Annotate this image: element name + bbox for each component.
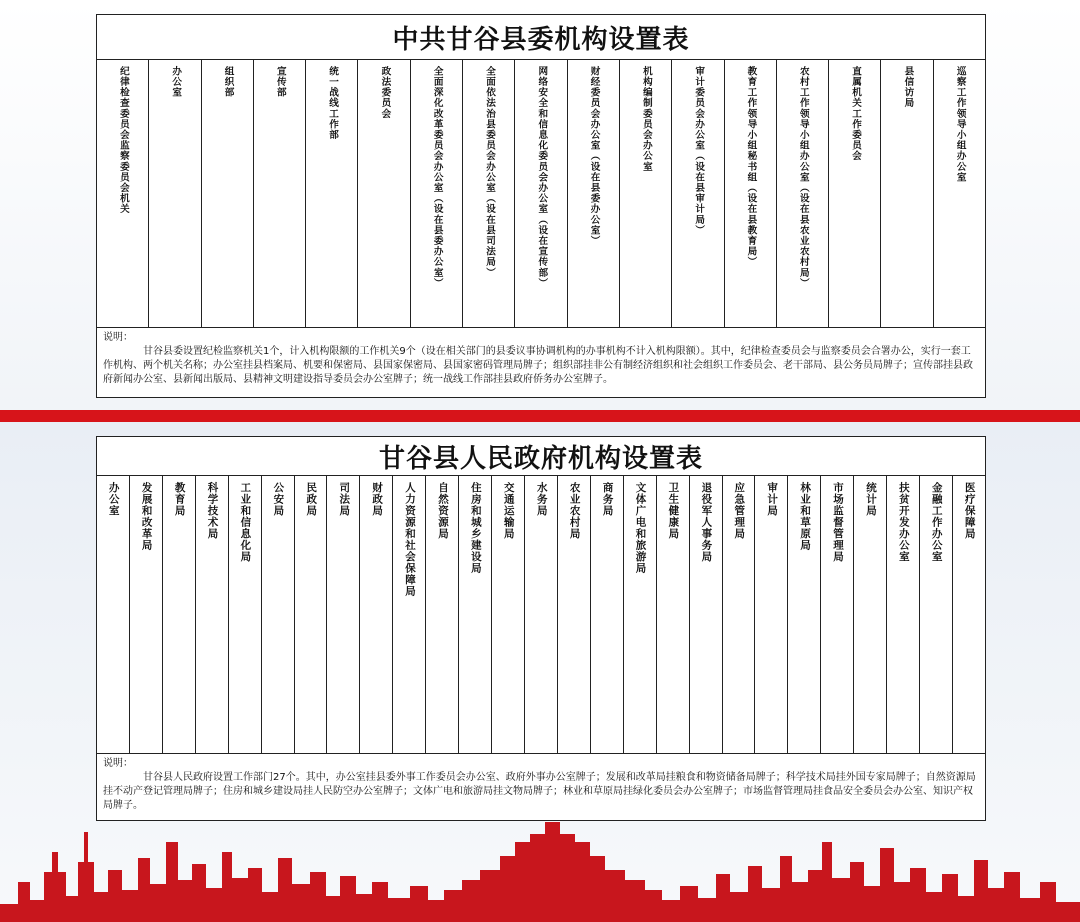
gov-table-column-label: 市场监督管理局 bbox=[832, 482, 845, 563]
gov-table-column bbox=[657, 476, 690, 753]
party-table-column bbox=[306, 60, 358, 327]
gov-table-column bbox=[130, 476, 163, 753]
gov-table-column bbox=[327, 476, 360, 753]
gov-table-column bbox=[624, 476, 657, 753]
party-table-column-label: 政法委员会 bbox=[379, 66, 391, 119]
gov-table-column bbox=[393, 476, 426, 753]
gov-table-column-label: 统计局 bbox=[864, 482, 877, 517]
gov-table-note bbox=[97, 754, 985, 813]
gov-table-column-label: 住房和城乡建设局 bbox=[469, 482, 482, 574]
gov-table-title: 甘谷县人民政府机构设置表 bbox=[378, 443, 703, 474]
party-table-column bbox=[881, 60, 933, 327]
gov-table-column bbox=[492, 476, 525, 753]
gov-table-column bbox=[459, 476, 492, 753]
party-table-note bbox=[97, 328, 985, 387]
gov-table-column-label: 人力资源和社会保障局 bbox=[404, 482, 417, 597]
gov-table-column-label: 扶贫开发办公室 bbox=[897, 482, 910, 563]
gov-table-column-label: 财政局 bbox=[371, 482, 384, 517]
gov-table-column-label: 农业农村局 bbox=[568, 482, 581, 540]
party-table-column bbox=[254, 60, 306, 327]
gov-table-column bbox=[953, 476, 985, 753]
party-table-column bbox=[202, 60, 254, 327]
party-table-column-label: 财经委员会办公室（设在县委办公室） bbox=[588, 66, 600, 247]
gov-table-column-label: 发展和改革局 bbox=[140, 482, 153, 551]
party-table-column bbox=[777, 60, 829, 327]
gov-table-column-label: 医疗保障局 bbox=[963, 482, 976, 540]
gov-table-column-label: 水务局 bbox=[535, 482, 548, 517]
gov-table-column bbox=[97, 476, 130, 753]
gov-table-column bbox=[360, 476, 393, 753]
gov-note-label: 说明： bbox=[103, 758, 133, 769]
red-divider-band bbox=[0, 410, 1080, 422]
party-table-column-label: 全面深化改革委员会办公室（设在县委办公室） bbox=[431, 66, 443, 289]
gov-table-column-label: 金融工作办公室 bbox=[930, 482, 943, 563]
party-committee-table bbox=[96, 14, 986, 398]
party-table-column-label: 教育工作领导小组秘书组（设在县教育局） bbox=[745, 66, 757, 268]
party-table-column bbox=[149, 60, 201, 327]
party-table-column-label: 直属机关工作委员会 bbox=[850, 66, 862, 162]
gov-table-column-label: 司法局 bbox=[338, 482, 351, 517]
gov-table-column-label: 工业和信息化局 bbox=[239, 482, 252, 563]
party-table-column bbox=[620, 60, 672, 327]
gov-table-column-label: 文体广电和旅游局 bbox=[634, 482, 647, 574]
gov-table-column-label: 退役军人事务局 bbox=[700, 482, 713, 563]
gov-table-column-label: 林业和草原局 bbox=[799, 482, 812, 551]
gov-table-column bbox=[558, 476, 591, 753]
party-table-column-label: 纪律检查委员会监察委员会机关 bbox=[117, 66, 129, 215]
party-table-column-label: 全面依法治县委员会办公室（设在县司法局） bbox=[484, 66, 495, 278]
gov-table-column bbox=[854, 476, 887, 753]
party-table-column-label: 宣传部 bbox=[274, 66, 286, 98]
gov-table-column bbox=[262, 476, 295, 753]
party-table-column bbox=[934, 60, 985, 327]
gov-table-column-label: 交通运输局 bbox=[502, 482, 515, 540]
gov-table-column-label: 审计局 bbox=[766, 482, 779, 517]
party-table-column bbox=[568, 60, 620, 327]
party-table-columns bbox=[97, 59, 985, 328]
gov-table-column bbox=[591, 476, 624, 753]
gov-table-column-label: 商务局 bbox=[601, 482, 614, 517]
gov-table-column bbox=[821, 476, 854, 753]
party-table-column-label: 组织部 bbox=[222, 66, 234, 98]
party-note-text: 甘谷县委设置纪检监察机关1个，计入机构限额的工作机关9个（设在相关部门的县委议事协调机构的办事机构不计入机构限额）。其中，纪律检查委员会与监察委员会合署办公，实行一套工作机构、两个机关名称；办公室挂县档案局、机要和保密局、县国家保密局、县国家密码管理局牌子；组织部挂非公有制经济组织和社会组织工作委员会、老干部局、县公务员局牌子；宣传部挂县政府新闻办公室、县新闻出版局、县精神文明建设指导委员会办公室牌子；统一战线工作部挂县政府侨务办公室牌子。 bbox=[103, 346, 973, 385]
gov-table-column bbox=[163, 476, 196, 753]
gov-table-column-label: 民政局 bbox=[305, 482, 318, 517]
gov-table-column bbox=[525, 476, 558, 753]
party-table-column-label: 农村工作领导小组办公室（设在县农业农村局） bbox=[797, 66, 809, 289]
gov-table-column-label: 自然资源局 bbox=[436, 482, 449, 540]
party-table-column-label: 机构编制委员会办公室 bbox=[640, 66, 652, 172]
gov-table-column bbox=[229, 476, 262, 753]
gov-table-column bbox=[426, 476, 459, 753]
government-table bbox=[96, 436, 986, 821]
gov-table-column bbox=[755, 476, 788, 753]
party-table-title: 中共甘谷县委机构设置表 bbox=[392, 24, 690, 55]
party-table-column bbox=[358, 60, 410, 327]
party-table-column bbox=[463, 60, 515, 327]
gov-table-column-label: 卫生健康局 bbox=[667, 482, 680, 540]
party-note-label: 说明： bbox=[103, 332, 133, 343]
gov-table-column-label: 办公室 bbox=[107, 482, 120, 517]
gov-table-column bbox=[196, 476, 229, 753]
party-table-column bbox=[411, 60, 463, 327]
gov-table-column bbox=[690, 476, 723, 753]
gov-table-column bbox=[887, 476, 920, 753]
gov-table-column-label: 应急管理局 bbox=[733, 482, 746, 540]
gov-table-columns bbox=[97, 475, 985, 754]
party-table-column-label: 巡察工作领导小组办公室 bbox=[954, 66, 966, 183]
gov-table-column bbox=[723, 476, 756, 753]
gov-note-text: 甘谷县人民政府设置工作部门27个。其中，办公室挂县委外事工作委员会办公室、政府外事办公室牌子；发展和改革局挂粮食和物资储备局牌子；科学技术局挂外国专家局牌子；自然资源局挂不动产登记管理局牌子；住房和城乡建设局挂人民防空办公室牌子；文体广电和旅游局挂文物局牌子；林业和草原局挂绿化委员会办公室牌子；市场监督管理局挂食品安全委员会办公室、知识产权局牌子。 bbox=[103, 772, 976, 811]
party-table-column bbox=[829, 60, 881, 327]
party-table-column bbox=[515, 60, 567, 327]
gov-table-column bbox=[295, 476, 328, 753]
party-table-column-label: 审计委员会办公室（设在县审计局） bbox=[693, 66, 705, 236]
city-skyline-decoration bbox=[0, 812, 1080, 922]
party-table-column-label: 统一战线工作部 bbox=[327, 66, 339, 141]
party-table-column-label: 网络安全和信息化委员会办公室（设在宣传部） bbox=[536, 66, 548, 289]
gov-table-column-label: 公安局 bbox=[272, 482, 285, 517]
party-table-column bbox=[672, 60, 724, 327]
gov-table-column bbox=[920, 476, 953, 753]
party-table-column-label: 县信访局 bbox=[902, 66, 914, 109]
party-table-column bbox=[725, 60, 777, 327]
gov-table-column-label: 科学技术局 bbox=[206, 482, 219, 540]
gov-table-column-label: 教育局 bbox=[173, 482, 186, 517]
party-table-column bbox=[97, 60, 149, 327]
gov-table-column bbox=[788, 476, 821, 753]
party-table-column-label: 办公室 bbox=[170, 66, 182, 98]
